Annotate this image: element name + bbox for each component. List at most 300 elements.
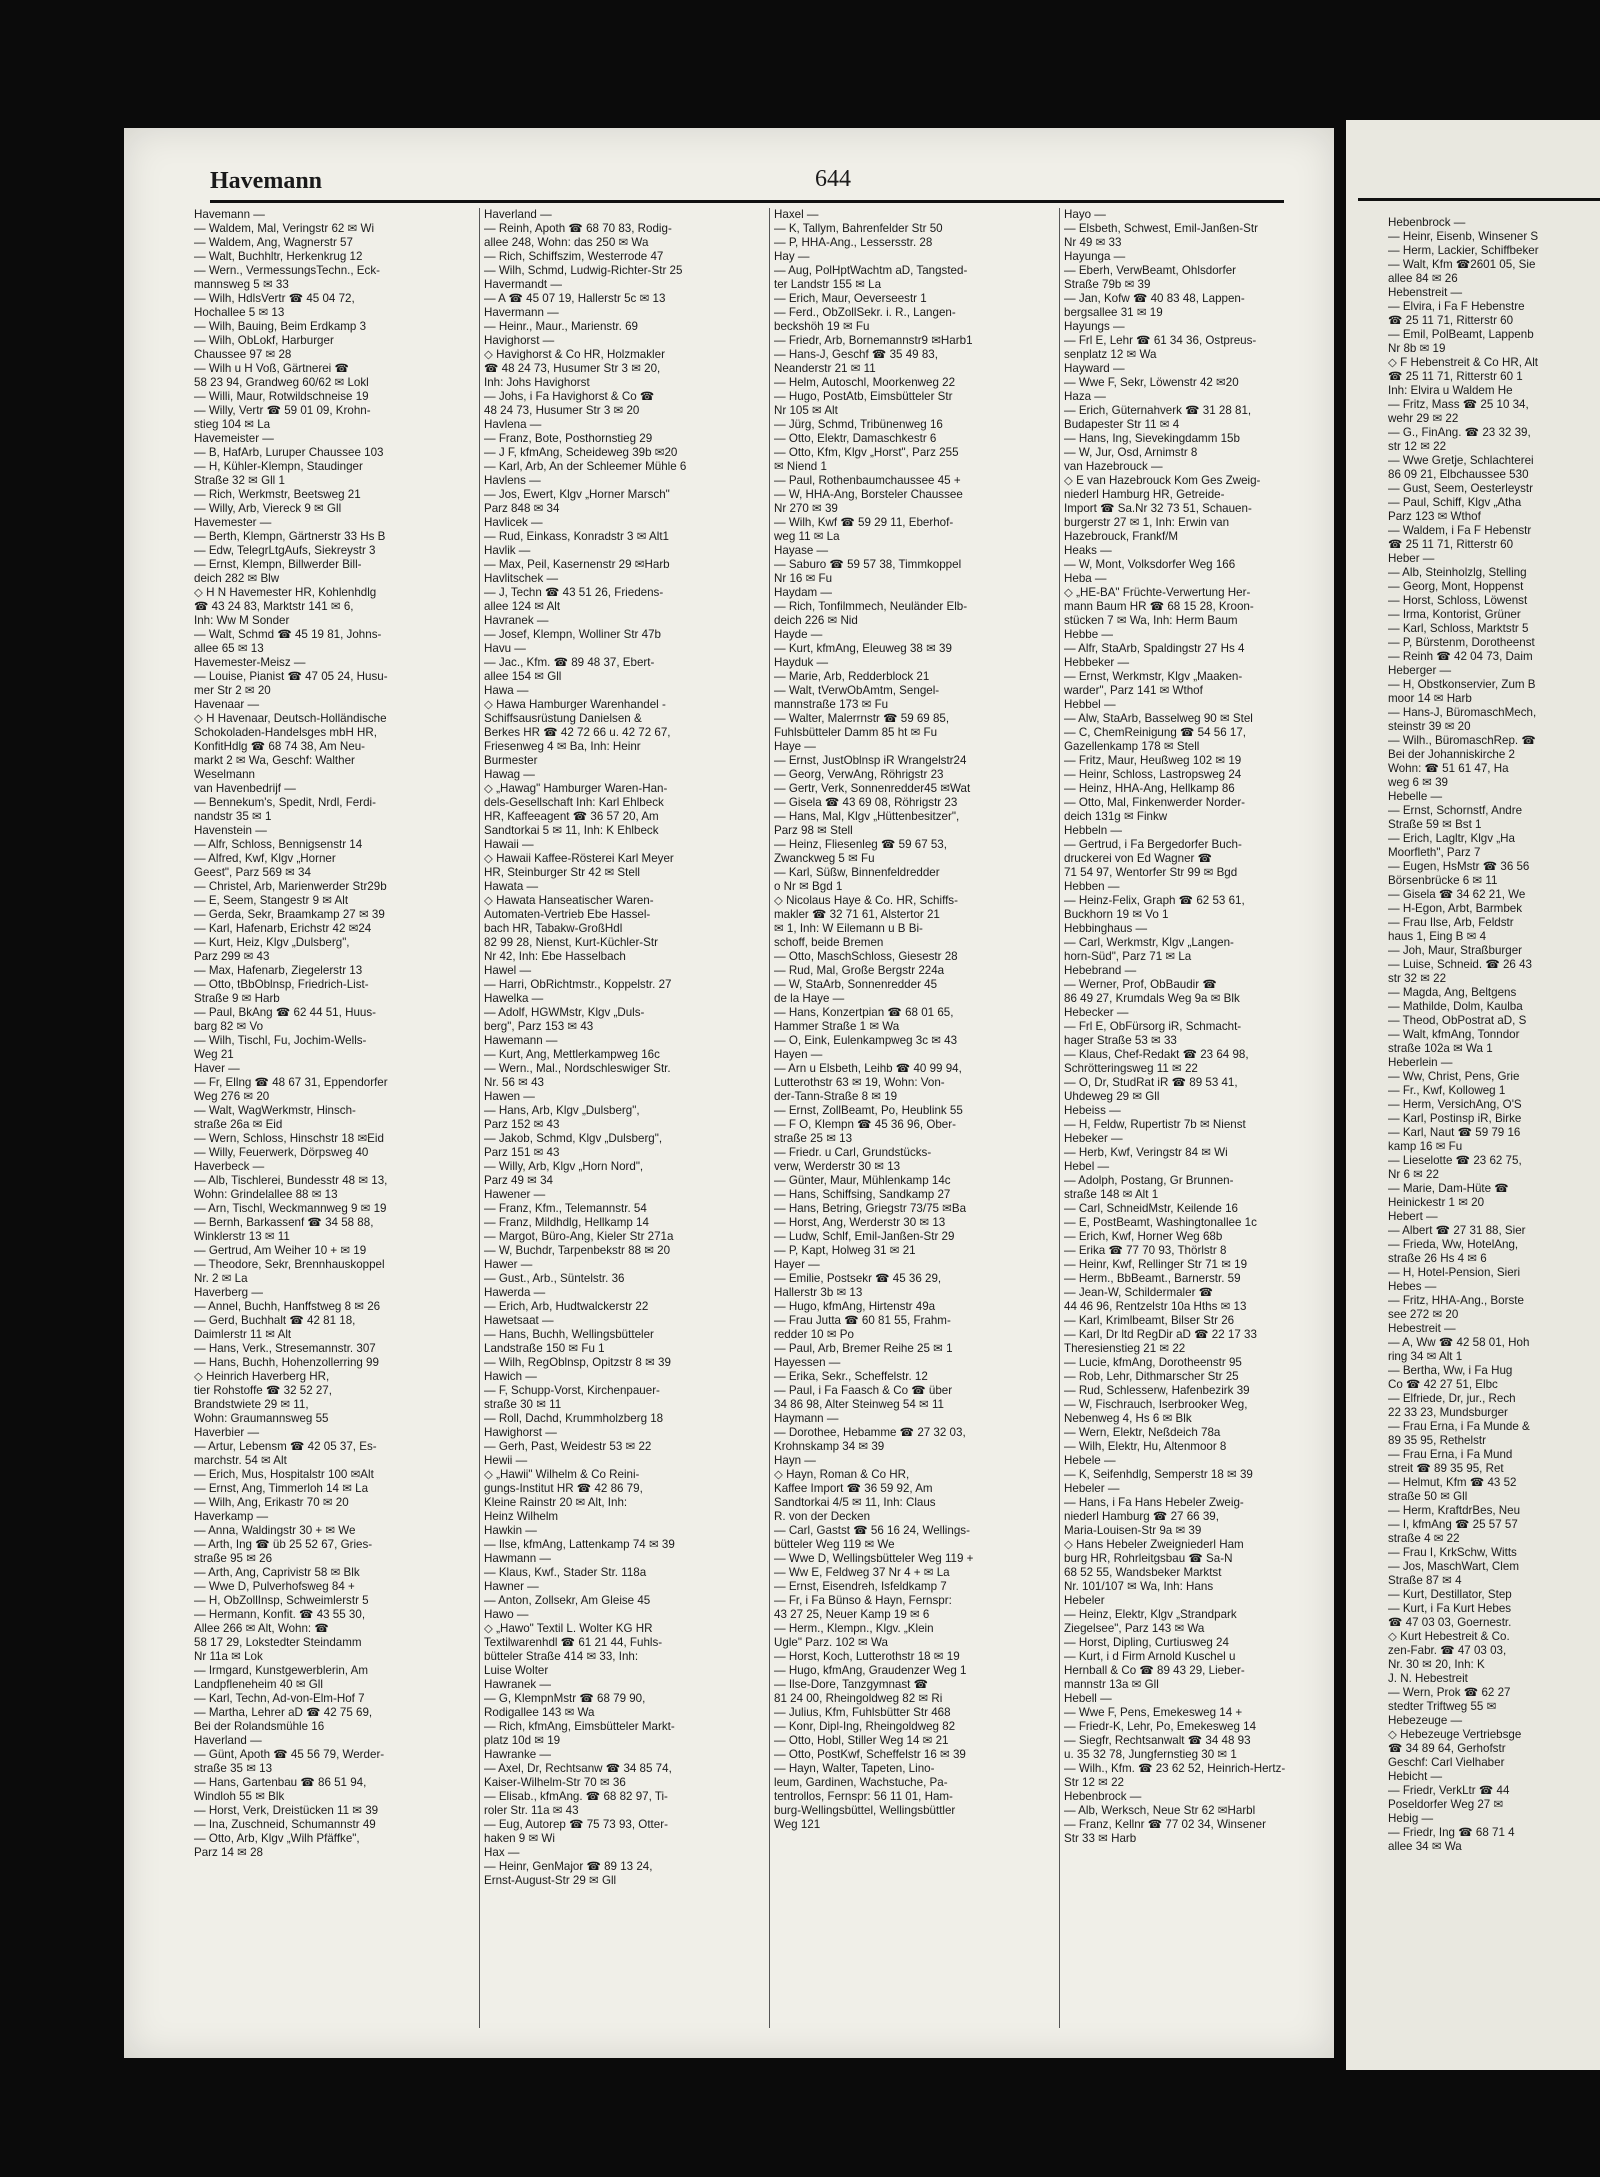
directory-entry-line: — Klaus, Kwf., Stader Str. 118a <box>484 1566 647 1579</box>
directory-entry-line: bach HR, Tabakw-GroßHdl <box>484 922 623 935</box>
directory-entry-line: — W, Buchdr, Tarpenbekstr 88 ✉ 20 <box>484 1244 671 1257</box>
directory-entry-line: deich 131g ✉ Finkw <box>1064 810 1168 823</box>
directory-entry-line: — Hans, Arb, Klgv „Dulsberg", <box>484 1104 640 1117</box>
directory-entry-line: ◇ H Havenaar, Deutsch-Holländische <box>194 712 387 725</box>
facing-entry-line: stedter Triftweg 55 ✉ <box>1388 1700 1497 1713</box>
directory-entry-line: beckshöh 19 ✉ Fu <box>774 320 870 333</box>
directory-entry-line: Schokoladen-Handelsges mbH HR, <box>194 726 378 739</box>
directory-columns <box>190 208 1350 2028</box>
directory-entry-line: — F, Schupp-Vorst, Kirchenpauer- <box>484 1384 660 1397</box>
directory-entry-line: Friesenweg 4 ✉ Ba, Inh: Heinr <box>484 740 641 753</box>
facing-entry-line: str 32 ✉ 22 <box>1388 972 1447 985</box>
directory-entry-line: 68 52 55, Wandsbeker Marktst <box>1064 1566 1222 1579</box>
directory-entry-line: Hayn — <box>774 1454 816 1467</box>
directory-entry-line: — G, KlempnMstr ☎ 68 79 90, <box>484 1692 646 1705</box>
facing-entry-line: — Herm, KraftdrBes, Neu <box>1388 1504 1521 1517</box>
directory-entry-line: — Ernst, Eisendreh, Isfeldkamp 7 <box>774 1580 947 1593</box>
directory-entry-line: Hawemann — <box>484 1034 558 1047</box>
directory-entry-line: redder 10 ✉ Po <box>774 1328 854 1341</box>
directory-entry-line: — Karl, Hafenarb, Erichstr 42 ✉24 <box>194 922 372 935</box>
directory-entry-line: — Jan, Kofw ☎ 40 83 48, Lappen- <box>1064 292 1245 305</box>
facing-entry-line: — Luise, Schneid. ☎ 26 43 <box>1388 958 1532 971</box>
directory-entry-line: — Martha, Lehrer aD ☎ 42 75 69, <box>194 1706 373 1719</box>
directory-entry-line: — Friedr-K, Lehr, Po, Emekesweg 14 <box>1064 1720 1257 1733</box>
directory-entry-line: 82 99 28, Nienst, Kurt-Küchler-Str <box>484 936 658 949</box>
directory-entry-line: Haverkamp — <box>194 1510 269 1523</box>
directory-entry-line: — Rob, Lehr, Dithmarscher Str 25 <box>1064 1370 1239 1383</box>
directory-entry-line: — Gertr, Verk, Sonnenredder45 ✉Wat <box>774 782 971 795</box>
facing-entry-line: — Helmut, Kfm ☎ 43 52 <box>1388 1476 1517 1489</box>
directory-entry-line: Hawener — <box>484 1188 546 1201</box>
directory-entry-line: de la Haye — <box>774 992 845 1005</box>
facing-entry-line: streit ☎ 89 35 95, Ret <box>1388 1462 1504 1475</box>
directory-entry-line: 58 17 29, Lokstedter Steindamm <box>194 1636 362 1649</box>
directory-entry-line: — Frl E, ObFürsorg iR, Schmacht- <box>1064 1020 1242 1033</box>
directory-entry-line: ◇ Nicolaus Haye & Co. HR, Schiffs- <box>774 894 958 907</box>
directory-entry-line: — Josef, Klempn, Wolliner Str 47b <box>484 628 661 641</box>
directory-entry-line: — Wilh, HdlsVertr ☎ 45 04 72, <box>194 292 355 305</box>
directory-entry-line: burgerstr 27 ✉ 1, Inh: Erwin van <box>1064 516 1230 529</box>
directory-entry-line: Weg 121 <box>774 1818 821 1831</box>
directory-entry-line: Budapester Str 11 ✉ 4 <box>1064 418 1180 431</box>
facing-entry-line: Heinickestr 1 ✉ 20 <box>1388 1196 1485 1209</box>
directory-entry-line: bütteler Weg 119 ✉ We <box>774 1538 895 1551</box>
directory-entry-line: 44 46 96, Rentzelstr 10a Hths ✉ 13 <box>1064 1300 1247 1313</box>
facing-entry-line: — A, Ww ☎ 42 58 01, Hoh <box>1388 1336 1530 1349</box>
directory-entry-line: Brandstwiete 29 ✉ 11, <box>194 1398 309 1411</box>
directory-entry-line: Parz 49 ✉ 34 <box>484 1174 554 1187</box>
directory-entry-line: — Alfr, StaArb, Spaldingstr 27 Hs 4 <box>1064 642 1245 655</box>
directory-entry-line: — P, Kapt, Holweg 31 ✉ 21 <box>774 1244 916 1257</box>
directory-entry-line: — Arn, Tischl, Weckmannweg 9 ✉ 19 <box>194 1202 387 1215</box>
directory-entry-line: Rodigallee 143 ✉ Wa <box>484 1706 595 1719</box>
directory-entry-line: — Heinr, GenMajor ☎ 89 13 24, <box>484 1860 653 1873</box>
directory-entry-line: 58 23 94, Grandweg 60/62 ✉ Lokl <box>194 376 369 389</box>
directory-entry-line: — Eberh, VerwBeamt, Ohlsdorfer <box>1064 264 1237 277</box>
directory-entry-line: — Hans-J, Geschf ☎ 35 49 83, <box>774 348 938 361</box>
facing-entry-line: — Irma, Kontorist, Grüner <box>1388 608 1521 621</box>
facing-entry-line: — Karl, Naut ☎ 59 79 16 <box>1388 1126 1521 1139</box>
directory-entry-line: 81 24 00, Rheingoldweg 82 ✉ Ri <box>774 1692 943 1705</box>
facing-entry-line: — Joh, Maur, Straßburger <box>1388 944 1523 957</box>
page-header <box>210 166 1284 203</box>
directory-entry-line: — Annel, Buchh, Hanffstweg 8 ✉ 26 <box>194 1300 381 1313</box>
directory-entry-line: o Nr ✉ Bgd 1 <box>774 880 843 893</box>
directory-entry-line: — Carl, Werkmstr, Klgv „Langen- <box>1064 936 1234 949</box>
directory-entry-line: Ugle" Parz. 102 ✉ Wa <box>774 1636 888 1649</box>
directory-entry-line: Havenaar — <box>194 698 260 711</box>
directory-entry-line: Winklerstr 13 ✉ 11 <box>194 1230 290 1243</box>
directory-entry-line: — Frau Jutta ☎ 60 81 55, Frahm- <box>774 1314 951 1327</box>
directory-entry-line: Schiffsausrüstung Danielsen & <box>484 712 642 725</box>
directory-entry-line: Heinz Wilhelm <box>484 1510 559 1523</box>
directory-entry-line: — Alb, Werksch, Neue Str 62 ✉Harbl <box>1064 1804 1256 1817</box>
facing-entry-line: Geschf: Carl Vielhaber <box>1388 1756 1505 1769</box>
directory-entry-line: Havlena — <box>484 418 542 431</box>
directory-entry-line: — Horst, Verk, Dreistücken 11 ✉ 39 <box>194 1804 379 1817</box>
facing-entry-line: — Kurt, i Fa Kurt Hebes <box>1388 1602 1512 1615</box>
facing-entry-line: 22 33 23, Mundsburger <box>1388 1406 1508 1419</box>
directory-entry-line: der-Tann-Straße 8 ✉ 19 <box>774 1090 898 1103</box>
directory-entry-line: berg", Parz 153 ✉ 43 <box>484 1020 594 1033</box>
directory-entry-line: u. 35 32 78, Jungfernstieg 30 ✉ 1 <box>1064 1748 1237 1761</box>
directory-entry-line: — Rich, Werkmstr, Beetsweg 21 <box>194 488 361 501</box>
directory-entry-line: burg-Wellingsbüttel, Wellingsbüttler <box>774 1804 956 1817</box>
directory-entry-line: mer Str 2 ✉ 20 <box>194 684 271 697</box>
directory-entry-line: Haverbeck — <box>194 1160 265 1173</box>
directory-entry-line: — Wilh, Kwf ☎ 59 29 11, Eberhof- <box>774 516 954 529</box>
directory-entry-line: — Günter, Maur, Mühlenkamp 14c <box>774 1174 951 1187</box>
directory-entry-line: hager Straße 53 ✉ 33 <box>1064 1034 1177 1047</box>
directory-entry-line: Haye — <box>774 740 816 753</box>
facing-entry-line: — Friedr, VerkLtr ☎ 44 <box>1388 1784 1510 1797</box>
facing-entry-line: 86 09 21, Elbchaussee 530 <box>1388 468 1529 481</box>
facing-entry-line: — Wilh., BüromaschRep. ☎ <box>1388 734 1536 747</box>
directory-entry-line: — Berth, Klempn, Gärtnerstr 33 Hs B <box>194 530 386 543</box>
directory-entry-line: — Wern, Schloss, Hinschstr 18 ✉Eid <box>194 1132 384 1145</box>
directory-entry-line: ◇ Hawata Hanseatischer Waren- <box>484 894 654 907</box>
directory-entry-line: Geest", Parz 569 ✉ 34 <box>194 866 311 879</box>
directory-entry-line: — W, Jur, Osd, Arnimstr 8 <box>1064 446 1198 459</box>
directory-entry-line: — Reinh, Apoth ☎ 68 70 83, Rodig- <box>484 222 672 235</box>
directory-entry-line: R. von der Decken <box>774 1510 871 1523</box>
facing-entry-line: kamp 16 ✉ Fu <box>1388 1140 1463 1153</box>
directory-entry-line: Hawighorst — <box>484 1426 557 1439</box>
directory-entry-line: nandstr 35 ✉ 1 <box>194 810 272 823</box>
directory-entry-line: — Otto, Elektr, Damaschkestr 6 <box>774 432 937 445</box>
directory-entry-line: — W, HHA-Ang, Borsteler Chaussee <box>774 488 963 501</box>
directory-entry-line: — Wern, Elektr, Neßdeich 78a <box>1064 1426 1221 1439</box>
directory-entry-line: — Erika, Sekr., Scheffelstr. 12 <box>774 1370 928 1383</box>
facing-entry-line: ☎ 25 11 71, Ritterstr 60 <box>1388 314 1514 327</box>
directory-entry-line: Hebbel — <box>1064 698 1116 711</box>
facing-entry-line: — Herm, VersichAng, O'S <box>1388 1098 1522 1111</box>
facing-entry-line: Poseldorfer Weg 27 ✉ <box>1388 1798 1504 1811</box>
directory-entry-line: Havemester-Meisz — <box>194 656 306 669</box>
facing-entry-line: — Albert ☎ 27 31 88, Sier <box>1388 1224 1526 1237</box>
facing-entry-line: — Eugen, HsMstr ☎ 36 56 <box>1388 860 1530 873</box>
directory-entry-line: Hawner — <box>484 1580 539 1593</box>
directory-entry-line: Hawkin — <box>484 1524 537 1537</box>
directory-entry-line: horn-Süd", Parz 71 ✉ La <box>1064 950 1192 963</box>
directory-entry-line: Luise Wolter <box>484 1664 549 1677</box>
directory-entry-line: — Kurt, kfmAng, Eleuweg 38 ✉ 39 <box>774 642 952 655</box>
facing-entry-line: haus 1, Eing B ✉ 4 <box>1388 930 1487 943</box>
directory-entry-line: mannstraße 173 ✉ Fu <box>774 698 889 711</box>
directory-entry-line: Hayde — <box>774 628 823 641</box>
facing-entry-line: — H, Hotel-Pension, Sieri <box>1388 1266 1521 1279</box>
directory-entry-line: weg 11 ✉ La <box>774 530 840 543</box>
directory-entry-line: — Gust., Arb., Süntelstr. 36 <box>484 1272 625 1285</box>
directory-entry-line: — Walt, Buchhltr, Herkenkrug 12 <box>194 250 363 263</box>
directory-entry-line: Hebebrand — <box>1064 964 1137 977</box>
directory-entry-line: — H, Kühler-Klempn, Staudinger <box>194 460 363 473</box>
directory-entry-line: — Karl, Arb, An der Schleemer Mühle 6 <box>484 460 687 473</box>
facing-entry-line: — Ww, Christ, Pens, Grie <box>1388 1070 1520 1083</box>
directory-entry-line: — Wilh, Elektr, Hu, Altenmoor 8 <box>1064 1440 1227 1453</box>
directory-entry-line: — E, Seem, Stangestr 9 ✉ Alt <box>194 894 349 907</box>
directory-entry-line: — Emilie, Postsekr ☎ 45 36 29, <box>774 1272 942 1285</box>
directory-entry-line: Havlitschek — <box>484 572 559 585</box>
directory-entry-line: niederl Hamburg HR, Getreide- <box>1064 488 1225 501</box>
facing-entry-line: Hebezeuge — <box>1388 1714 1463 1727</box>
directory-entry-line: — Wilh, ObLokf, Harburger <box>194 334 334 347</box>
directory-column-2 <box>480 208 770 2028</box>
directory-entry-line: — Ina, Zuschneid, Schumannstr 49 <box>194 1818 376 1831</box>
directory-entry-line: Hay — <box>774 250 810 263</box>
directory-entry-line: — Wilh, Tischl, Fu, Jochim-Wells- <box>194 1034 367 1047</box>
directory-entry-line: — Karl, Süßw, Binnenfeldredder <box>774 866 940 879</box>
directory-entry-line: Nebenweg 4, Hs 6 ✉ Blk <box>1064 1412 1192 1425</box>
directory-entry-line: Parz 848 ✉ 34 <box>484 502 560 515</box>
directory-entry-line: — Hans, Buchh, Hohenzollerring 99 <box>194 1356 379 1369</box>
directory-entry-line: Sandtorkai 5 ✉ 11, Inh: K Ehlbeck <box>484 824 659 837</box>
directory-entry-line: Heaks — <box>1064 544 1112 557</box>
directory-entry-line: — Gisela ☎ 43 69 08, Röhrigstr 23 <box>774 796 958 809</box>
directory-entry-line: — Hayn, Walter, Tapeten, Lino- <box>774 1762 935 1775</box>
facing-entry-line: — Frieda, Ww, HotelAng, <box>1388 1238 1519 1251</box>
directory-entry-line: — Fr, Ellng ☎ 48 67 31, Eppendorfer <box>194 1076 388 1089</box>
directory-entry-line: 71 54 97, Wentorfer Str 99 ✉ Bgd <box>1064 866 1238 879</box>
directory-entry-line: — Otto, MaschSchloss, Giesestr 28 <box>774 950 958 963</box>
facing-entry-line: Hebig — <box>1388 1812 1434 1825</box>
directory-entry-line: Hebel — <box>1064 1160 1110 1173</box>
directory-entry-line: — Horst, Dipling, Curtiusweg 24 <box>1064 1636 1229 1649</box>
facing-entry-line: Nr. 30 ✉ 20, Inh: K <box>1388 1658 1485 1671</box>
directory-entry-line: straße 25 ✉ 13 <box>774 1132 853 1145</box>
directory-entry-line: Havlik — <box>484 544 531 557</box>
directory-entry-line: Hawranek — <box>484 1678 552 1691</box>
directory-column-1 <box>190 208 480 2028</box>
directory-entry-line: Landstraße 150 ✉ Fu 1 <box>484 1342 605 1355</box>
directory-entry-line: ◇ „Hawii" Wilhelm & Co Reini- <box>484 1468 640 1481</box>
directory-entry-line: ☎ 43 24 83, Marktstr 141 ✉ 6, <box>194 600 354 613</box>
facing-entry-line: weg 6 ✉ 39 <box>1388 776 1448 789</box>
facing-entry-line: allee 84 ✉ 26 <box>1388 272 1458 285</box>
facing-entry-line: ◇ Hebezeuge Vertriebsge <box>1388 1728 1522 1741</box>
directory-entry-line: — Ferd., ObZollSekr. i. R., Langen- <box>774 306 956 319</box>
facing-entry-line: — Karl, Schloss, Marktstr 5 <box>1388 622 1529 635</box>
facing-entry-line: Hebestreit — <box>1388 1322 1456 1335</box>
facing-page-rule <box>1358 192 1600 201</box>
facing-entry-line: ☎ 25 11 71, Ritterstr 60 1 <box>1388 370 1523 383</box>
directory-entry-line: Havemeister — <box>194 432 274 445</box>
directory-entry-line: — Hugo, kfmAng, Hirtenstr 49a <box>774 1300 936 1313</box>
facing-entry-line: — Jos, MaschWart, Clem <box>1388 1560 1519 1573</box>
directory-entry-line: — Willy, Arb, Viereck 9 ✉ Gll <box>194 502 342 515</box>
facing-entry-line: Heber — <box>1388 552 1435 565</box>
directory-entry-line: Hayo — <box>1064 208 1106 221</box>
facing-entry-line: 89 35 95, Rethelstr <box>1388 1434 1486 1447</box>
directory-entry-line: Havermann — <box>484 306 559 319</box>
directory-entry-line: — Carl, Gastst ☎ 56 16 24, Wellings- <box>774 1524 970 1537</box>
directory-entry-line: — K, Tallym, Bahrenfelder Str 50 <box>774 222 943 235</box>
directory-entry-line: markt 2 ✉ Wa, Geschf: Walther <box>194 754 355 767</box>
directory-entry-line: — Rich, Schiffszim, Westerrode 47 <box>484 250 664 263</box>
directory-entry-line: — Elsbeth, Schwest, Emil-Janßen-Str <box>1064 222 1258 235</box>
directory-entry-line: — F O, Klempn ☎ 45 36 96, Ober- <box>774 1118 956 1131</box>
directory-entry-line: — Heinr, Schloss, Lastropsweg 24 <box>1064 768 1242 781</box>
directory-entry-line: Havlens — <box>484 474 541 487</box>
directory-entry-line: — Rich, Tonfilmmech, Neuländer Elb- <box>774 600 968 613</box>
directory-entry-line: 34 86 98, Alter Steinweg 54 ✉ 11 <box>774 1398 944 1411</box>
directory-entry-line: Hawer — <box>484 1258 533 1271</box>
directory-entry-line: — Ernst, ZollBeamt, Po, Heublink 55 <box>774 1104 963 1117</box>
directory-entry-line: — Erich, Arb, Hudtwalckerstr 22 <box>484 1300 649 1313</box>
directory-entry-line: Haydam — <box>774 586 832 599</box>
directory-entry-line: — Waldem, Ang, Wagnerstr 57 <box>194 236 353 249</box>
directory-entry-line: — Wilh, Bauing, Beim Erdkamp 3 <box>194 320 367 333</box>
directory-entry-line: — H, ObZollInsp, Schweimlerstr 5 <box>194 1594 369 1607</box>
directory-entry-line: Hawata — <box>484 880 539 893</box>
directory-entry-line: — J, Techn ☎ 43 51 26, Friedens- <box>484 586 664 599</box>
directory-entry-line: — Wwe F, Sekr, Löwenstr 42 ✉20 <box>1064 376 1239 389</box>
directory-entry-line: — Karl, Techn, Ad-von-Elm-Hof 7 <box>194 1692 365 1705</box>
directory-entry-line: — Heinz, Fliesenleg ☎ 59 67 53, <box>774 838 947 851</box>
directory-entry-line: — Paul, Arb, Bremer Reihe 25 ✉ 1 <box>774 1342 953 1355</box>
directory-entry-line: — Otto, Arb, Klgv „Wilh Pfäffke", <box>194 1832 360 1845</box>
directory-entry-line: — Wwe D, Wellingsbütteler Weg 119 + <box>774 1552 974 1565</box>
directory-entry-line: — Fritz, Maur, Heußweg 102 ✉ 19 <box>1064 754 1242 767</box>
facing-entry-line: — Paul, Schiff, Klgv „Atha <box>1388 496 1522 509</box>
facing-entry-line: — Reinh ☎ 42 04 73, Daim <box>1388 650 1533 663</box>
facing-entry-line: Börsenbrücke 6 ✉ 11 <box>1388 874 1498 887</box>
facing-entry-line: see 272 ✉ 20 <box>1388 1308 1459 1321</box>
directory-entry-line: ◇ H N Havemester HR, Kohlenhdlg <box>194 586 377 599</box>
directory-entry-line: Hawen — <box>484 1090 535 1103</box>
directory-entry-line: Haverland — <box>484 208 552 221</box>
facing-entry-line: J. N. Hebestreit <box>1388 1672 1468 1685</box>
directory-entry-line: — Ernst, Klempn, Billwerder Bill- <box>194 558 362 571</box>
directory-entry-line: — Werner, Prof, ObBaudir ☎ <box>1064 978 1217 991</box>
directory-entry-line: — Franz, Mildhdlg, Hellkamp 14 <box>484 1216 649 1229</box>
directory-entry-line: — Rud, Mal, Große Bergstr 224a <box>774 964 945 977</box>
directory-entry-line: — Adolf, HGWMstr, Klgv „Duls- <box>484 1006 645 1019</box>
directory-entry-line: Haza — <box>1064 390 1106 403</box>
directory-entry-line: — Louise, Pianist ☎ 47 05 24, Husu- <box>194 670 388 683</box>
directory-entry-line: — Willy, Feuerwerk, Dörpsweg 40 <box>194 1146 369 1159</box>
directory-entry-line: Hebenbrock — <box>1064 1790 1142 1803</box>
directory-entry-line: Straße 32 ✉ Gll 1 <box>194 474 285 487</box>
facing-entry-line: allee 34 ✉ Wa <box>1388 1840 1462 1853</box>
facing-entry-line: wehr 29 ✉ 22 <box>1388 412 1459 425</box>
directory-entry-line: — Erich, Kwf, Horner Weg 68b <box>1064 1230 1223 1243</box>
directory-entry-line: Havranek — <box>484 614 549 627</box>
directory-entry-line: — Anna, Waldingstr 30 + ✉ We <box>194 1524 356 1537</box>
directory-entry-line: — Paul, BkAng ☎ 62 44 51, Huus- <box>194 1006 377 1019</box>
directory-entry-line: — Kurt, i d Firm Arnold Kuschel u <box>1064 1650 1236 1663</box>
directory-entry-line: — Helm, Autoschl, Moorkenweg 22 <box>774 376 956 389</box>
directory-entry-line: niederl Hamburg ☎ 27 66 39, <box>1064 1510 1219 1523</box>
facing-entry-line: ◇ Kurt Hebestreit & Co. <box>1388 1630 1510 1643</box>
facing-entry-line: — Kurt, Destillator, Step <box>1388 1588 1512 1601</box>
directory-entry-line: — Franz, Bote, Posthornstieg 29 <box>484 432 653 445</box>
facing-entry-line: — Fritz, Mass ☎ 25 10 34, <box>1388 398 1529 411</box>
directory-entry-line: haken 9 ✉ Wi <box>484 1832 555 1845</box>
facing-entry-line: — H-Egon, Arbt, Barmbek <box>1388 902 1523 915</box>
directory-entry-line: straße 148 ✉ Alt 1 <box>1064 1188 1159 1201</box>
directory-entry-line: — Wwe D, Pulverhofsweg 84 + <box>194 1580 355 1593</box>
facing-entry-line: — Gust, Seem, Oesterleystr <box>1388 482 1533 495</box>
directory-entry-line: — Erich, Maur, Oeverseestr 1 <box>774 292 927 305</box>
directory-entry-line: Havighorst — <box>484 334 555 347</box>
directory-entry-line: leum, Gardinen, Wachstuche, Pa- <box>774 1776 948 1789</box>
directory-entry-line: — Arn u Elsbeth, Leihb ☎ 40 99 94, <box>774 1062 962 1075</box>
facing-page <box>1346 120 1600 2070</box>
facing-entry-line: — Frau Erna, i Fa Mund <box>1388 1448 1513 1461</box>
directory-entry-line: tier Rohstoffe ☎ 32 52 27, <box>194 1384 332 1397</box>
directory-entry-line: — Waldem, Mal, Veringstr 62 ✉ Wi <box>194 222 375 235</box>
directory-entry-line: Hayer — <box>774 1258 820 1271</box>
directory-entry-line: Straße 9 ✉ Harb <box>194 992 280 1005</box>
directory-entry-line: — Heinr, Kwf, Rellinger Str 71 ✉ 19 <box>1064 1258 1248 1271</box>
directory-entry-line: — Hans, Verk., Stresemannstr. 307 <box>194 1342 376 1355</box>
directory-entry-line: Hawetsaat — <box>484 1314 554 1327</box>
directory-entry-line: — Walter, Malerrnstr ☎ 59 69 85, <box>774 712 950 725</box>
directory-entry-line: Haxel — <box>774 208 819 221</box>
directory-entry-line: Hewii — <box>484 1454 528 1467</box>
directory-entry-line: — Gertrud, i Fa Bergedorfer Buch- <box>1064 838 1242 851</box>
directory-entry-line: Hochallee 5 ✉ 13 <box>194 306 285 319</box>
directory-entry-line: allee 248, Wohn: das 250 ✉ Wa <box>484 236 649 249</box>
facing-entry-line: ◇ F Hebenstreit & Co HR, Alt <box>1388 356 1539 369</box>
facing-entry-line: — Hans-J, BüromaschMech, <box>1388 706 1537 719</box>
facing-entry-line: Hebenstreit — <box>1388 286 1463 299</box>
directory-entry-line: Krohnskamp 34 ✉ 39 <box>774 1440 885 1453</box>
directory-entry-line: Zwanckweg 5 ✉ Fu <box>774 852 875 865</box>
directory-entry-line: — Willy, Vertr ☎ 59 01 09, Krohn- <box>194 404 371 417</box>
facing-entry-line: — Magda, Ang, Beltgens <box>1388 986 1517 999</box>
facing-entry-line: — Frau I, KrkSchw, Witts <box>1388 1546 1517 1559</box>
directory-entry-line: — Siegfr, Rechtsanwalt ☎ 34 48 93 <box>1064 1734 1251 1747</box>
facing-entry-line: — Gisela ☎ 34 62 21, We <box>1388 888 1526 901</box>
directory-entry-line: — Herm., Klempn., Klgv. „Klein <box>774 1622 934 1635</box>
directory-entry-line: — Arth, Ing ☎ üb 25 52 67, Gries- <box>194 1538 373 1551</box>
directory-entry-line: mannsweg 5 ✉ 33 <box>194 278 289 291</box>
directory-entry-line: Automaten-Vertrieb Ebe Hassel- <box>484 908 651 921</box>
directory-entry-line: — Wilh, Schmd, Ludwig-Richter-Str 25 <box>484 264 683 277</box>
facing-entry-line: — Walt, Kfm ☎2601 05, Sie <box>1388 258 1536 271</box>
facing-entry-line: — P, Bürstenm, Dorotheenst <box>1388 636 1535 649</box>
directory-entry-line: — Klaus, Chef-Redakt ☎ 23 64 98, <box>1064 1048 1249 1061</box>
directory-entry-line: Weselmann <box>194 768 256 781</box>
directory-entry-line: — Erich, Güternahverk ☎ 31 28 81, <box>1064 404 1252 417</box>
directory-entry-line: Hebell — <box>1064 1692 1112 1705</box>
directory-entry-line: deich 226 ✉ Nid <box>774 614 858 627</box>
directory-entry-line: — Eug, Autorep ☎ 75 73 93, Otter- <box>484 1818 668 1831</box>
directory-entry-line: — Rud, Schlesserw, Hafenbezirk 39 <box>1064 1384 1250 1397</box>
directory-entry-line: — Elisab., kfmAng. ☎ 68 82 97, Ti- <box>484 1790 668 1803</box>
directory-entry-line: Hawaii — <box>484 838 534 851</box>
directory-entry-line: Wohn: Grindelallee 88 ✉ 13 <box>194 1188 338 1201</box>
directory-entry-line: — Ilse, kfmAng, Lattenkamp 74 ✉ 39 <box>484 1538 675 1551</box>
directory-entry-line: Hebele — <box>1064 1454 1116 1467</box>
directory-entry-line: Nr 105 ✉ Alt <box>774 404 838 417</box>
facing-entry-line: — Fritz, HHA-Ang., Borste <box>1388 1294 1524 1307</box>
directory-entry-line: — Johs, i Fa Havighorst & Co ☎ <box>484 390 655 403</box>
facing-entry-line: — Fr., Kwf, Kolloweg 1 <box>1388 1084 1506 1097</box>
facing-entry-line: Hebenbrock — <box>1388 216 1466 229</box>
directory-entry-line: — Gerd, Buchhalt ☎ 42 81 18, <box>194 1314 356 1327</box>
directory-entry-line: — Hugo, kfmAng, Graudenzer Weg 1 <box>774 1664 967 1677</box>
directory-entry-line: Hernball & Co ☎ 89 43 29, Lieber- <box>1064 1664 1245 1677</box>
directory-entry-line: Hawag — <box>484 768 535 781</box>
directory-entry-line: Landpfleneheim 40 ✉ Gll <box>194 1678 323 1691</box>
directory-entry-line: — Axel, Dr, Rechtsanw ☎ 34 85 74, <box>484 1762 672 1775</box>
directory-entry-line: — Christel, Arb, Marienwerder Str29b <box>194 880 387 893</box>
directory-entry-line: Havemann — <box>194 208 265 221</box>
directory-entry-line: — Kurt, Ang, Mettlerkampweg 16c <box>484 1048 660 1061</box>
